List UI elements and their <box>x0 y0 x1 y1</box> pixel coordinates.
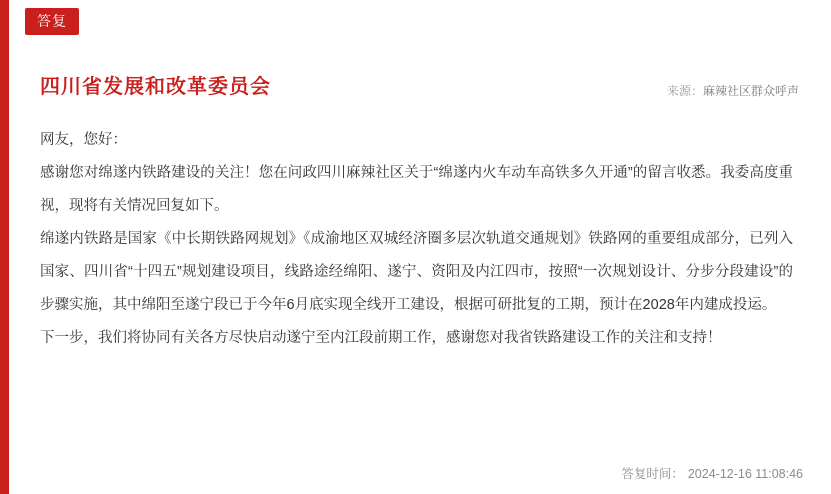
source-line <box>667 82 799 99</box>
document-content <box>9 40 831 494</box>
reply-time-label: 答复时间： <box>621 467 684 481</box>
source-label: 来源： <box>666 84 703 98</box>
reply-body <box>30 124 803 355</box>
body-paragraph-3: 下一步，我们将协同有关各方尽快启动遂宁至内江段前期工作，感谢您对我省铁路建设工作的关注和支持！ <box>40 330 722 346</box>
source-value: 麻辣社区群众呼声 <box>702 84 799 98</box>
reply-tab-badge: 答复 <box>25 8 79 35</box>
body-paragraph-1: 感谢您对绵遂内铁路建设的关注！您在问政四川麻辣社区关于“绵遂内火车动车高铁多久开通”的留言收悉。我委高度重视，现将有关情况回复如下。 <box>40 165 793 214</box>
reply-time-value: 2024-12-16 11:08:46 <box>687 467 803 481</box>
left-accent-bar <box>0 0 9 494</box>
document-header <box>30 62 803 118</box>
greeting-paragraph: 网友，您好： <box>40 132 127 148</box>
reply-time <box>621 464 803 482</box>
organization-title: 四川省发展和改革委员会 <box>40 76 271 98</box>
body-paragraph-2: 绵遂内铁路是国家《中长期铁路网规划》《成渝地区双城经济圈多层次轨道交通规划》铁路网的重要组成部分，已列入国家、四川省“十四五”规划建设项目，线路途经绵阳、遂宁、资阳及内江四市，按照“一次规划设计、分步分段建设”的步骤实施，其中绵阳至遂宁段已于今年6月底实现全线开工建设，根据可研批复的工期，预计在2028年内建成投运。 <box>40 231 793 313</box>
